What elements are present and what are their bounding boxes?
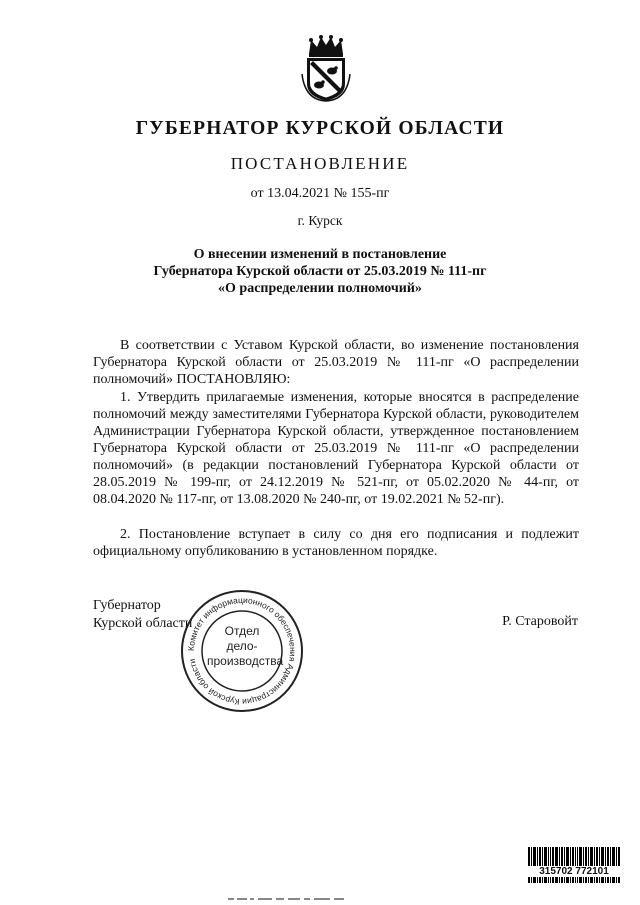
- date-number: от 13.04.2021 № 155-пг: [250, 186, 390, 201]
- document-type: ПОСТАНОВЛЕНИЕ: [230, 154, 410, 173]
- paragraph-preamble: В соответствии с Уставом Курской области, во изменение постановления Губернатора Курской области от 25.03.2019 № 111-пг «О распределении полномочий» ПОСТАНОВЛЯЮ:: [93, 338, 579, 387]
- subject-line-1: О внесении изменений в постановление: [193, 247, 447, 262]
- barcode-number: 315702 772101: [528, 866, 620, 877]
- signatory-title: Губернатор Курской области: [93, 598, 193, 631]
- paragraph-item-1: 1. Утвердить прилагаемые изменения, которые вносятся в распределение полномочий между заместителями Губернатора Курской области, руководителем Администрации Губернатора Курской области, утвержденное постановлением Губернатора Курской области от 25.03.2019 № 111-пг «О распределении полномочий» (в редакции постановлений Губернатора Курской области от 28.05.2019 № 199-пг, от 24.12.2019 № 521-пг, от 05.02.2020 № 44-пг, от 08.04.2020 № 117-пг, от 13.08.2020 № 240-пг, от 19.02.2021 № 52-пг).: [93, 390, 579, 507]
- stamp-center-text: Отдел дело- производства: [207, 624, 284, 668]
- signatory-name: Р. Старовойт: [502, 614, 578, 629]
- document-subject: [0, 246, 640, 297]
- stamp-ring-text: Комитет информационного обеспечения Администрации Курской области: [185, 594, 299, 708]
- paragraph-item-2: 2. Постановление вступает в силу со дня его подписания и подлежит официальному опубликованию в установленном порядке.: [93, 527, 579, 559]
- city: г. Курск: [297, 213, 343, 228]
- subject-line-2: Губернатора Курской области от 25.03.2019 № 111-пг: [153, 264, 487, 279]
- org-title: ГУБЕРНАТОР КУРСКОЙ ОБЛАСТИ: [135, 118, 505, 139]
- barcode-icon: [528, 847, 620, 883]
- cropped-text-fragment: [228, 897, 348, 901]
- kursk-coat-of-arms-icon: [299, 34, 353, 102]
- subject-line-3: «О распределении полномочий»: [218, 281, 422, 296]
